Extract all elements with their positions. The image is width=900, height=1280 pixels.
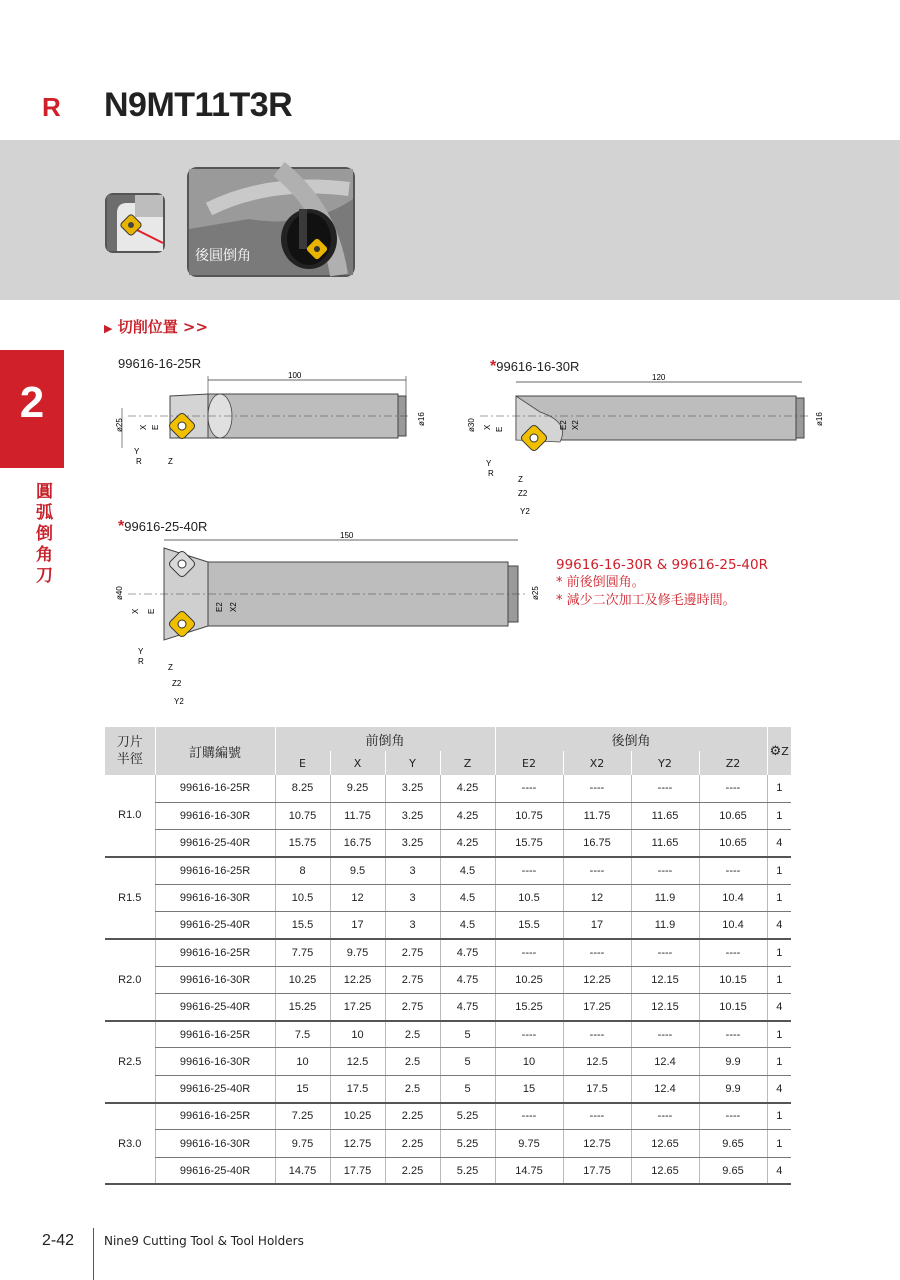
value-cell: 9.75 <box>275 1130 330 1157</box>
value-cell: 1 <box>767 1130 791 1157</box>
drawing-3-y2: Y2 <box>174 697 184 706</box>
value-cell: 11.9 <box>631 911 699 938</box>
value-cell: 3.25 <box>385 802 440 829</box>
value-cell: 5.25 <box>440 1130 495 1157</box>
value-cell: ---- <box>563 1021 631 1048</box>
drawing-3-e: E <box>147 608 156 614</box>
section-letter: R <box>42 92 61 122</box>
value-cell: ---- <box>699 1103 767 1130</box>
drawing-2-x2: X2 <box>571 420 580 430</box>
sub-header: Z2 <box>699 751 767 775</box>
drawing-1 <box>108 368 428 480</box>
spec-table <box>105 727 791 1185</box>
drawing-3-x: X <box>131 608 140 614</box>
value-cell: 17.5 <box>330 1075 385 1102</box>
radius-cell: R1.5 <box>105 857 155 939</box>
table-row <box>105 1048 791 1075</box>
drawing-2-r: R <box>488 469 494 478</box>
drawing-1-length: 100 <box>288 371 302 380</box>
value-cell: 1 <box>767 1021 791 1048</box>
value-cell: ---- <box>563 939 631 966</box>
value-cell: 10.5 <box>495 884 563 911</box>
value-cell: 2.25 <box>385 1130 440 1157</box>
section-title-text: 切削位置 >> <box>117 318 209 336</box>
value-cell: ---- <box>631 857 699 884</box>
value-cell: 16.75 <box>330 830 385 857</box>
value-cell: 1 <box>767 884 791 911</box>
header-z-label: Z <box>781 744 789 758</box>
drawing-2-length: 120 <box>652 373 666 382</box>
value-cell: 1 <box>767 1048 791 1075</box>
order-no-cell: 99616-16-25R <box>155 1103 275 1130</box>
value-cell: 12.15 <box>631 993 699 1020</box>
value-cell: ---- <box>495 857 563 884</box>
order-no-cell: 99616-16-25R <box>155 939 275 966</box>
drawing-1-x: X <box>139 424 148 430</box>
value-cell: 1 <box>767 966 791 993</box>
drawing-3-z: Z <box>168 663 173 672</box>
value-cell: 4.5 <box>440 911 495 938</box>
value-cell: 15 <box>495 1075 563 1102</box>
order-no-cell: 99616-16-30R <box>155 1048 275 1075</box>
value-cell: 9.65 <box>699 1157 767 1184</box>
sub-header: E <box>275 751 330 775</box>
value-cell: 2.5 <box>385 1048 440 1075</box>
value-cell: 9.65 <box>699 1130 767 1157</box>
value-cell: 5 <box>440 1021 495 1048</box>
drawing-2-z: Z <box>518 475 523 484</box>
table-row <box>105 1075 791 1102</box>
value-cell: 10.25 <box>330 1103 385 1130</box>
value-cell: 5.25 <box>440 1157 495 1184</box>
drawing-3 <box>108 530 538 710</box>
drawing-1-y: Y <box>134 447 140 456</box>
order-no-cell: 99616-16-30R <box>155 966 275 993</box>
value-cell: 2.25 <box>385 1103 440 1130</box>
value-cell: 12.5 <box>563 1048 631 1075</box>
value-cell: 2.5 <box>385 1075 440 1102</box>
value-cell: 7.25 <box>275 1103 330 1130</box>
order-no-cell: 99616-16-30R <box>155 1130 275 1157</box>
order-no-cell: 99616-25-40R <box>155 993 275 1020</box>
sub-header: X <box>330 751 385 775</box>
value-cell: 11.75 <box>330 802 385 829</box>
drawing-3-name: 99616-25-40R <box>124 519 208 534</box>
value-cell: 5 <box>440 1048 495 1075</box>
order-no-cell: 99616-16-30R <box>155 884 275 911</box>
order-no-cell: 99616-25-40R <box>155 830 275 857</box>
order-no-cell: 99616-25-40R <box>155 1157 275 1184</box>
value-cell: ---- <box>631 1021 699 1048</box>
header-front-chamfer: 前倒角 <box>275 727 495 751</box>
value-cell: 2.75 <box>385 966 440 993</box>
sub-header: E2 <box>495 751 563 775</box>
value-cell: 9.75 <box>330 939 385 966</box>
header-back-chamfer: 後倒角 <box>495 727 767 751</box>
table-row <box>105 857 791 884</box>
value-cell: 5 <box>440 1075 495 1102</box>
value-cell: ---- <box>495 1103 563 1130</box>
value-cell: 4 <box>767 1157 791 1184</box>
footer-divider <box>93 1228 94 1280</box>
value-cell: 12.65 <box>631 1157 699 1184</box>
value-cell: 16.75 <box>563 830 631 857</box>
value-cell: 10.65 <box>699 830 767 857</box>
order-no-cell: 99616-16-25R <box>155 1021 275 1048</box>
value-cell: 14.75 <box>495 1157 563 1184</box>
value-cell: 10.65 <box>699 802 767 829</box>
note-title: 99616-16-30R & 99616-25-40R <box>556 557 768 573</box>
value-cell: 10.75 <box>275 802 330 829</box>
value-cell: 2.5 <box>385 1021 440 1048</box>
value-cell: ---- <box>495 775 563 802</box>
value-cell: 7.75 <box>275 939 330 966</box>
drawing-3-length: 150 <box>340 531 354 540</box>
value-cell: 12.4 <box>631 1075 699 1102</box>
note-line-2: * 減少二次加工及修毛邊時間。 <box>556 593 736 608</box>
value-cell: 10 <box>275 1048 330 1075</box>
value-cell: 11.65 <box>631 802 699 829</box>
drawing-3-dia-right: ø25 <box>531 586 540 600</box>
value-cell: ---- <box>631 775 699 802</box>
value-cell: 5.25 <box>440 1103 495 1130</box>
sub-header: X2 <box>563 751 631 775</box>
value-cell: 3 <box>385 911 440 938</box>
value-cell: 9.9 <box>699 1075 767 1102</box>
value-cell: 12.25 <box>563 966 631 993</box>
value-cell: 7.5 <box>275 1021 330 1048</box>
value-cell: 4 <box>767 993 791 1020</box>
value-cell: 14.75 <box>275 1157 330 1184</box>
insert-position-icon <box>105 193 165 253</box>
drawing-1-dia-left: ø25 <box>115 418 124 432</box>
drawing-3-e2: E2 <box>215 602 224 612</box>
value-cell: 3 <box>385 857 440 884</box>
value-cell: 4.25 <box>440 802 495 829</box>
order-no-cell: 99616-25-40R <box>155 911 275 938</box>
value-cell: 17.75 <box>563 1157 631 1184</box>
value-cell: 10.25 <box>495 966 563 993</box>
table-row <box>105 830 791 857</box>
note-line-1: * 前後倒圓角。 <box>556 575 645 590</box>
sub-header: Y2 <box>631 751 699 775</box>
value-cell: 12 <box>563 884 631 911</box>
drawing-1-z: Z <box>168 457 173 466</box>
table-row <box>105 1103 791 1130</box>
value-cell: ---- <box>563 1103 631 1130</box>
value-cell: 4 <box>767 911 791 938</box>
value-cell: 12.75 <box>330 1130 385 1157</box>
page-title: N9MT11T3R <box>104 86 293 124</box>
table-row <box>105 1021 791 1048</box>
value-cell: 11.65 <box>631 830 699 857</box>
value-cell: 15.75 <box>275 830 330 857</box>
radius-cell: R2.5 <box>105 1021 155 1103</box>
value-cell: 4.25 <box>440 775 495 802</box>
value-cell: 12.65 <box>631 1130 699 1157</box>
value-cell: 8.25 <box>275 775 330 802</box>
value-cell: 15.25 <box>495 993 563 1020</box>
radius-cell: R2.0 <box>105 939 155 1021</box>
value-cell: 2.75 <box>385 993 440 1020</box>
value-cell: 4.75 <box>440 993 495 1020</box>
page-number: 2-42 <box>42 1232 75 1249</box>
value-cell: 10.15 <box>699 966 767 993</box>
value-cell: ---- <box>563 857 631 884</box>
table-row <box>105 1157 791 1184</box>
value-cell: 9.9 <box>699 1048 767 1075</box>
drawing-2-dia-left: ø30 <box>467 418 476 432</box>
table-row <box>105 911 791 938</box>
value-cell: 9.25 <box>330 775 385 802</box>
chapter-label: 圓弧倒角刀 <box>36 482 53 586</box>
value-cell: 10.25 <box>275 966 330 993</box>
value-cell: ---- <box>699 939 767 966</box>
value-cell: 12.25 <box>330 966 385 993</box>
value-cell: 12.75 <box>563 1130 631 1157</box>
drawing-3-x2: X2 <box>229 602 238 612</box>
value-cell: 4.5 <box>440 884 495 911</box>
drawing-1-dia-right: ø16 <box>417 412 426 426</box>
value-cell: 3 <box>385 884 440 911</box>
radius-cell: R3.0 <box>105 1103 155 1185</box>
value-cell: 4.75 <box>440 966 495 993</box>
value-cell: 10 <box>495 1048 563 1075</box>
drawing-2-star: * <box>490 358 497 375</box>
value-cell: 12.15 <box>631 966 699 993</box>
table-row <box>105 993 791 1020</box>
value-cell: 10.5 <box>275 884 330 911</box>
value-cell: 10 <box>330 1021 385 1048</box>
sub-header: Y <box>385 751 440 775</box>
drawing-2-dia-right: ø16 <box>815 412 824 426</box>
table-row <box>105 802 791 829</box>
value-cell: 9.5 <box>330 857 385 884</box>
order-no-cell: 99616-16-25R <box>155 775 275 802</box>
value-cell: 1 <box>767 802 791 829</box>
value-cell: 17.75 <box>330 1157 385 1184</box>
value-cell: 4.25 <box>440 830 495 857</box>
drawing-2-y2: Y2 <box>520 507 530 516</box>
drawing-3-y: Y <box>138 647 144 656</box>
value-cell: 12.4 <box>631 1048 699 1075</box>
table-row <box>105 966 791 993</box>
value-cell: 8 <box>275 857 330 884</box>
drawing-3-r: R <box>138 657 144 666</box>
value-cell: 3.25 <box>385 775 440 802</box>
value-cell: 10.4 <box>699 911 767 938</box>
value-cell: 4 <box>767 1075 791 1102</box>
gear-icon: ⚙ <box>769 743 782 759</box>
value-cell: 4.5 <box>440 857 495 884</box>
drawing-2-e: E <box>495 426 504 432</box>
drawing-1-e: E <box>151 424 160 430</box>
order-no-cell: 99616-25-40R <box>155 1075 275 1102</box>
value-cell: 17.5 <box>563 1075 631 1102</box>
value-cell: ---- <box>699 775 767 802</box>
value-cell: ---- <box>563 775 631 802</box>
value-cell: 11.75 <box>563 802 631 829</box>
value-cell: 17.25 <box>330 993 385 1020</box>
drawing-2-z2: Z2 <box>518 489 528 498</box>
value-cell: 2.75 <box>385 939 440 966</box>
table-row <box>105 939 791 966</box>
value-cell: 9.75 <box>495 1130 563 1157</box>
value-cell: 2.25 <box>385 1157 440 1184</box>
value-cell: 4 <box>767 830 791 857</box>
value-cell: 1 <box>767 939 791 966</box>
sub-header: Z <box>440 751 495 775</box>
value-cell: 15.5 <box>275 911 330 938</box>
value-cell: 12.5 <box>330 1048 385 1075</box>
drawing-2-x: X <box>483 424 492 430</box>
value-cell: ---- <box>495 1021 563 1048</box>
value-cell: ---- <box>631 939 699 966</box>
section-title <box>104 316 208 337</box>
value-cell: ---- <box>699 857 767 884</box>
feature-note <box>556 556 768 610</box>
value-cell: 17 <box>330 911 385 938</box>
value-cell: 17.25 <box>563 993 631 1020</box>
table-row <box>105 1130 791 1157</box>
drawing-2-e2: E2 <box>559 420 568 430</box>
drawing-1-r: R <box>136 457 142 466</box>
table-body <box>105 775 791 1184</box>
drawing-2-y: Y <box>486 459 492 468</box>
value-cell: 15 <box>275 1075 330 1102</box>
value-cell: 15.75 <box>495 830 563 857</box>
chapter-number: 2 <box>19 378 45 427</box>
value-cell: 11.9 <box>631 884 699 911</box>
drawing-1-name: 99616-16-25R <box>118 356 202 371</box>
footer-text: Nine9 Cutting Tool & Tool Holders <box>104 1234 304 1248</box>
radius-cell: R1.0 <box>105 775 155 857</box>
value-cell: 17 <box>563 911 631 938</box>
table-row <box>105 884 791 911</box>
value-cell: 10.15 <box>699 993 767 1020</box>
value-cell: 1 <box>767 1103 791 1130</box>
order-no-cell: 99616-16-30R <box>155 802 275 829</box>
header-z <box>767 727 791 775</box>
header-radius: 刀片 半徑 <box>105 727 155 775</box>
application-photo <box>187 167 355 277</box>
play-icon: ▶ <box>104 322 113 335</box>
photo-label: 後圓倒角 <box>195 248 251 264</box>
table-row <box>105 775 791 802</box>
drawing-2 <box>460 372 825 522</box>
value-cell: 3.25 <box>385 830 440 857</box>
drawing-3-z2: Z2 <box>172 679 182 688</box>
value-cell: ---- <box>631 1103 699 1130</box>
order-no-cell: 99616-16-25R <box>155 857 275 884</box>
value-cell: 1 <box>767 775 791 802</box>
value-cell: 10.75 <box>495 802 563 829</box>
value-cell: 1 <box>767 857 791 884</box>
value-cell: 4.75 <box>440 939 495 966</box>
value-cell: 10.4 <box>699 884 767 911</box>
header-order-no: 訂購編號 <box>155 727 275 775</box>
drawing-2-name: 99616-16-30R <box>496 359 580 374</box>
value-cell: 12 <box>330 884 385 911</box>
value-cell: ---- <box>495 939 563 966</box>
drawing-3-star: * <box>118 518 125 535</box>
drawing-3-dia-left: ø40 <box>115 586 124 600</box>
value-cell: 15.5 <box>495 911 563 938</box>
value-cell: 15.25 <box>275 993 330 1020</box>
value-cell: ---- <box>699 1021 767 1048</box>
